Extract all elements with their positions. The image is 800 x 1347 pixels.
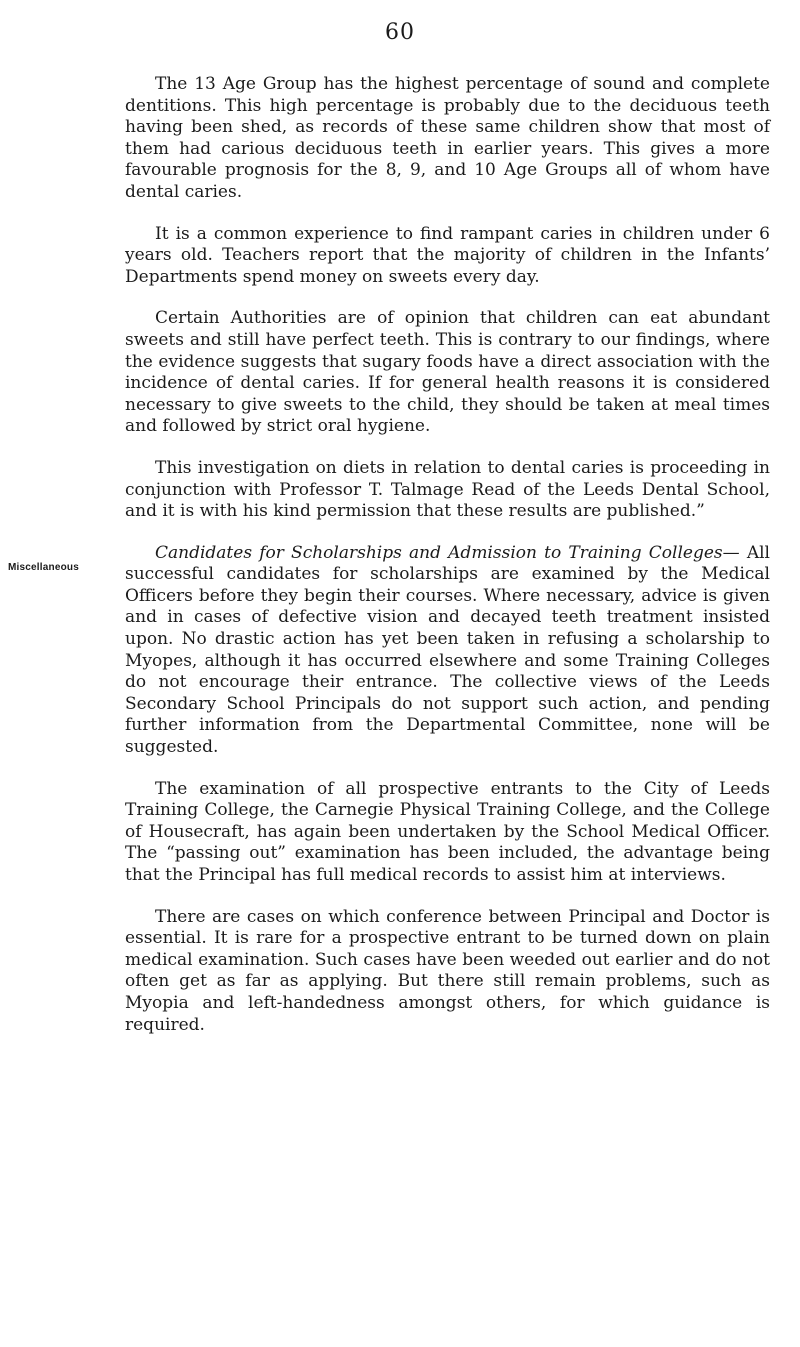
section-heading-scholarships: Candidates for Scholarships and Admission to Training Colleges— bbox=[155, 542, 740, 563]
paragraph-text: The examination of all prospective entrants to the City of Leeds Training College, the Carnegie Physical Training College, and the College of Housecraft, has again been undertaken by the School Medical Officer. The “passing out” examination has been included, the advantage being that the Principal has full medical records to assist him at interviews. bbox=[125, 778, 770, 885]
paragraph-text: Certain Authorities are of opinion that children can eat abundant sweets and still have perfect teeth. This is contrary to our findings, where the evidence suggests that sugary foods have a direct association with the incidence of dental caries. If for general health reasons it is considered necessary to give sweets to the child, they should be taken at meal times and followed by strict oral hygiene. bbox=[125, 308, 770, 437]
paragraph-age-group bbox=[125, 74, 770, 204]
paragraph-rampant-caries bbox=[125, 224, 770, 289]
paragraph-text: It is a common experience to find rampant caries in children under 6 years old. Teachers report that the majority of children in the Infants’ Departments spend money on sweets every day. bbox=[125, 223, 770, 287]
paragraph-text: There are cases on which conference between Principal and Doctor is essential. It is rare for a prospective entrant to be turned down on plain medical examination. Such cases have been weeded out earlier and do not often get as far as applying. But there still remain problems, such as Myopia and left-handedness amongst others, for which guidance is required. bbox=[125, 906, 770, 1035]
paragraph-text: All successful candidates for scholarships are examined by the Medical Officers before they begin their courses. Where necessary, advice is given and in cases of defective vision and decayed teeth treatment insisted upon. No drastic action has yet been taken in refusing a scholarship to Myopes, although it has occurred elsewhere and some Training Colleges do not encourage their entrance. The collective views of the Leeds Secondary School Principals do not support such action, and pending further information from the Departmental Committee, none will be suggested. bbox=[125, 542, 770, 758]
paragraph-sweets-opinion bbox=[125, 308, 770, 438]
paragraph-training-college-exam bbox=[125, 779, 770, 887]
paragraph-text: This investigation on diets in relation to dental caries is proceeding in conjunction with Professor T. Talmage Read of the Leeds Dental School, and it is with his kind permission that these results are published.” bbox=[125, 457, 770, 522]
paragraph-text: The 13 Age Group has the highest percentage of sound and complete dentitions. This high percentage is probably due to the deciduous teeth having been shed, as records of these same children show that most of them had carious deciduous teeth in earlier years. This gives a more favourable prognosis for the 8, 9, and 10 Age Groups all of whom have dental caries. bbox=[125, 74, 770, 202]
paragraph-investigation bbox=[125, 458, 770, 523]
paragraph-conference-cases bbox=[125, 907, 770, 1037]
page-number: 60 bbox=[385, 20, 415, 45]
document-body bbox=[125, 74, 770, 1054]
margin-note-miscellaneous: Miscellaneous bbox=[8, 562, 79, 573]
paragraph-scholarships bbox=[125, 543, 770, 759]
